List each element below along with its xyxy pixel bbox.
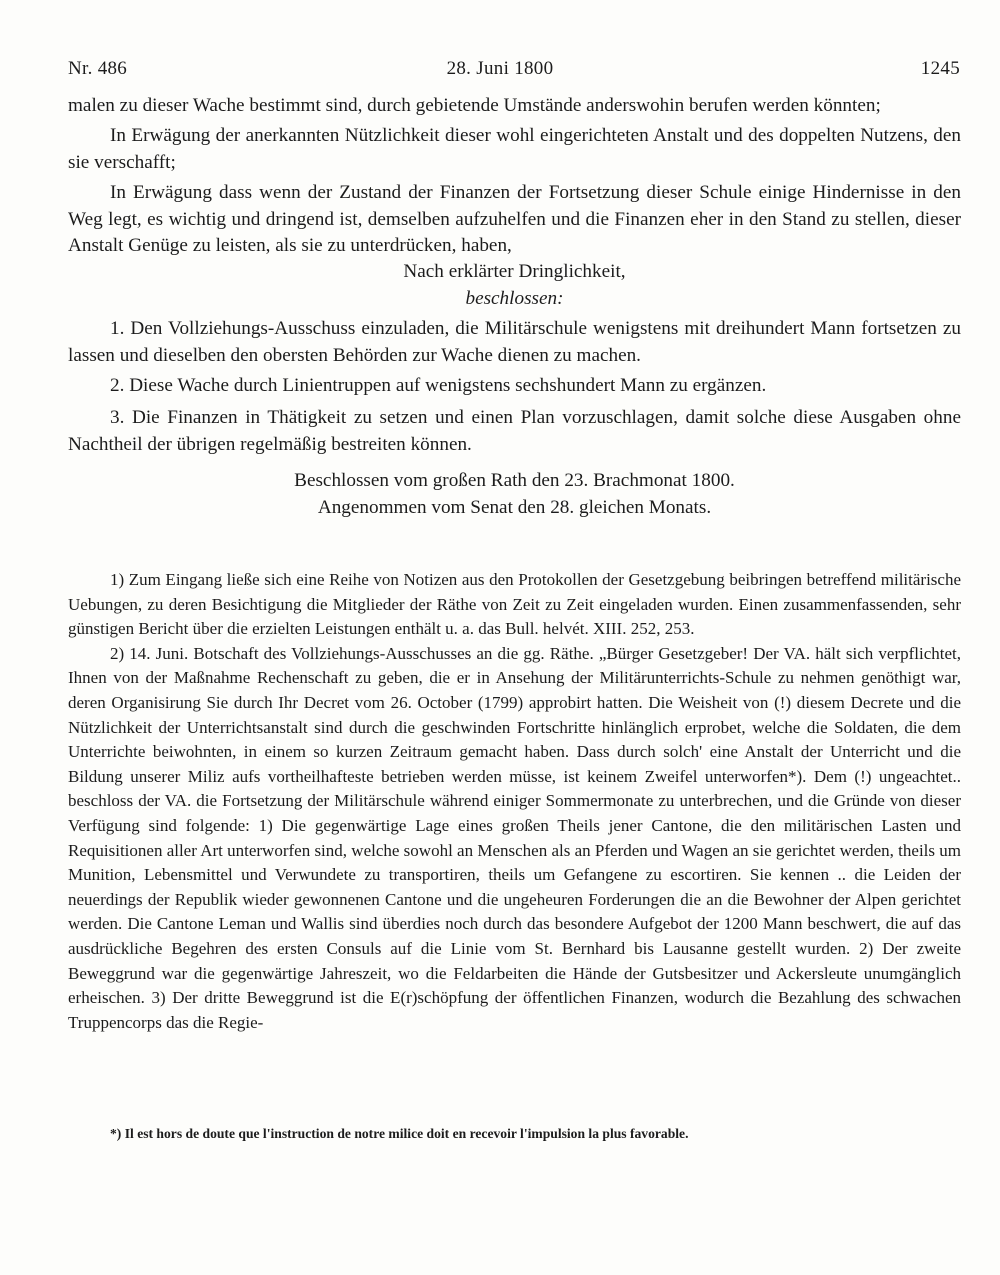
page-number: 1245 bbox=[920, 58, 960, 79]
resolution-item-1: 1. Den Vollziehungs-Ausschuss einzuladen, die Militärschule wenigstens mit dreihundert Mann fortsetzen zu lassen und dieselben den obersten Behörden zur Wache dienen zu machen. bbox=[68, 318, 961, 366]
note-1: 1) Zum Eingang ließe sich eine Reihe von Notizen aus den Protokollen der Gesetzgebung beibringen betreffend militärische Uebungen, zu deren Besichtigung die Mitglieder der Räthe von Zeit zu Zeit eingeladen wurden. Einen zusammenfassenden, sehr günstigen Bericht über die erzielten Leistungen enthält u. a. das Bull. helvét. XIII. 252, 253. bbox=[68, 570, 961, 639]
resolution-item-2: 2. Diese Wache durch Linientruppen auf wenigstens sechshundert Mann zu ergänzen. bbox=[110, 375, 767, 397]
concluded-line: Beschlossen vom großen Rath den 23. Brachmonat 1800. bbox=[294, 470, 735, 492]
paragraph-continuation: malen zu dieser Wache bestimmt sind, durch gebietende Umstände anderswohin berufen werden könnten; bbox=[68, 95, 881, 116]
note-2: 2) 14. Juni. Botschaft des Vollziehungs-Ausschusses an die gg. Räthe. „Bürger Gesetzgeber! Der VA. hält sich verpflichtet, Ihnen von der Maßnahme Rechenschaft zu geben, die er in Ansehung der Militärunterrichts-Schule zu nehmen genöthigt war, deren Organisirung Sie durch Ihr Decret vom 26. October (1799) approbirt hatten. Die Weisheit von (!) diesem Decrete und die Nützlichkeit der Unterrichtsanstalt sind durch die geschwinden Fortschritte hinlänglich erprobet, welche die Soldaten, die dem Unterrichte beiwohnten, in einem so kurzen Zeitraum gemacht haben. Dass durch solch' eine Anstalt der Unterricht und die Bildung unserer Miliz aufs vortheilhafteste betrieben werden müsse, ist keinem Zweifel unterworfen*). Dem (!) ungeachtet.. beschloss der VA. die Fortsetzung der Militärschule während einiger Sommermonate zu unterbrechen, und die Gründe von dieser Verfügung sind folgende: 1) Die gegenwärtige Lage eines großen Theils jener Cantone, die den militärischen Lasten und Requisitionen aller Art unterworfen sind, welche sowohl an Menschen als an Pferden und Wagen an sie gerichtet werden, theils um Munition, Lebensmittel und Verwundete zu transportiren, theils um Gefangene zu escortiren. Sie kennen .. die Leiden der neuerdings der Republik wieder gewonnenen Cantone und die ungeheuren Forderungen die an die Bewohner der Alpen gerichtet werden. Die Cantone Leman und Wallis sind überdies noch durch das besondere Aufgebot der 1200 Mann beschwert, die auf das ausdrückliche Begehren des ersten Consuls auf die Linie vom St. Bernhard bis Lausanne gestellt wurden. 2) Der zweite Beweggrund war die gegenwärtige Jahreszeit, wo die Feldarbeiten die Hände der Gutsbesitzer und Ackersleute unumgänglich erheischen. 3) Der dritte Beweggrund ist die E(r)schöpfung der öffentlichen Finanzen, wodurch die Bezahlung des schwachen Truppencorps das die Regie- bbox=[68, 643, 961, 1032]
editorial-notes bbox=[68, 568, 961, 1035]
document-date: 28. Juni 1800 bbox=[446, 58, 554, 79]
accepted-line: Angenommen vom Senat den 28. gleichen Monats. bbox=[317, 496, 712, 518]
urgency-line: Nach erklärter Dringlichkeit, bbox=[403, 261, 626, 283]
paragraph-considering-finances: In Erwägung dass wenn der Zustand der Finanzen der Fortsetzung dieser Schule einige Hindernisse in den Weg legt, es wichtig und dringend ist, demselben aufzuhelfen und die Finanzen eher in den Stand zu stellen, dieser Anstalt Genüge zu leisten, als sie zu unterdrücken, haben, bbox=[68, 182, 961, 257]
resolution-text bbox=[68, 93, 961, 521]
paragraph-considering-usefulness: In Erwägung der anerkannten Nützlichkeit dieser wohl eingerichteten Anstalt und des doppelten Nutzens, den sie verschafft; bbox=[68, 125, 961, 173]
footnote: *) Il est hors de doute que l'instruction de notre milice doit en recevoir l'impulsion la plus favorable. bbox=[110, 1126, 689, 1141]
resolution-item-3: 3. Die Finanzen in Thätigkeit zu setzen und einen Plan vorzuschlagen, damit solche diese Ausgaben ohne Nachtheil der übrigen regelmäßig bestreiten können. bbox=[68, 407, 961, 455]
resolved-line: beschlossen: bbox=[465, 287, 564, 309]
document-number: Nr. 486 bbox=[68, 58, 128, 79]
